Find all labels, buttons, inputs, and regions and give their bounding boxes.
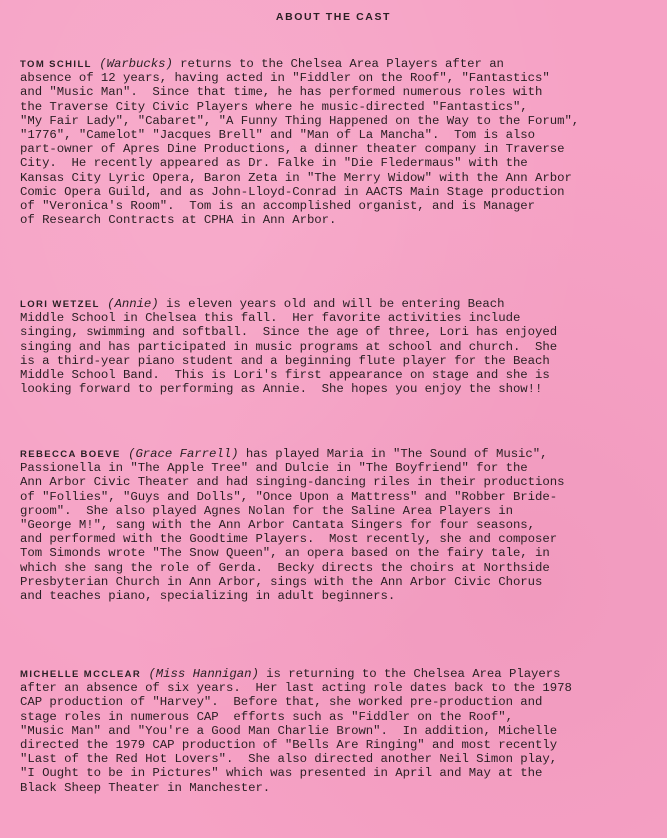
bio-line	[20, 667, 660, 681]
bio-line: Black Sheep Theater in Manchester.	[20, 780, 271, 795]
bio-line: of "Veronica's Room". Tom is an accomplished organist, and is Manager	[20, 198, 536, 213]
bio-line: "1776", "Camelot" "Jacques Brell" and "Man of La Mancha". Tom is also	[20, 127, 536, 142]
bio-line	[20, 447, 660, 461]
bio-line-text: returns to the Chelsea Area Players after an	[172, 57, 504, 71]
bio-line: of Research Contracts at CPHA in Ann Arbor.	[20, 213, 337, 228]
cast-member-name: MICHELLE MCCLEAR	[20, 669, 142, 680]
character-role: (Grace Farrell)	[128, 447, 239, 461]
bio-line-text: is eleven years old and will be entering Beach	[158, 297, 505, 311]
bio-line: Middle School Band. This is Lori's first appearance on stage and she is	[20, 367, 550, 382]
bio-line: absence of 12 years, having acted in "Fiddler on the Roof", "Fantastics"	[20, 71, 550, 86]
bio-line: and performed with the Goodtime Players. Most recently, she and composer	[20, 532, 558, 547]
bio-line: Comic Opera Guild, and as John-Lloyd-Conrad in AACTS Main Stage production	[20, 184, 565, 199]
bio-line: City. He recently appeared as Dr. Falke in "Die Fledermaus" with the	[20, 156, 528, 171]
bio-line: and "Music Man". Since that time, he has performed numerous roles with	[20, 85, 543, 100]
bio-line: Presbyterian Church in Ann Arbor, sings with the Ann Arbor Civic Chorus	[20, 574, 543, 589]
bio-line: "Last of the Red Hot Lovers". She also directed another Neil Simon play,	[20, 752, 558, 767]
bio-line: singing and has participated in music programs at school and church. She	[20, 339, 558, 354]
bio-line: Kansas City Lyric Opera, Baron Zeta in "The Merry Widow" with the Ann Arbor	[20, 170, 572, 185]
cast-bio-michelle-mcclear	[20, 667, 660, 795]
bio-line: "Music Man" and "You're a Good Man Charlie Brown". In addition, Michelle	[20, 723, 558, 738]
bio-line: "My Fair Lady", "Cabaret", "A Funny Thing Happened on the Way to the Forum",	[20, 113, 580, 128]
character-role: (Miss Hannigan)	[148, 667, 259, 681]
bio-line-text: is returning to the Chelsea Area Players	[258, 667, 561, 681]
bio-line: after an absence of six years. Her last acting role dates back to the 1978	[20, 681, 572, 696]
bio-line: directed the 1979 CAP production of "Bells Are Ringing" and most recently	[20, 737, 558, 752]
page-heading: ABOUT THE CAST	[275, 11, 392, 23]
cast-member-name: TOM SCHILL	[20, 59, 92, 70]
bio-line: singing, swimming and softball. Since the age of three, Lori has enjoyed	[20, 325, 558, 340]
bio-line: and teaches piano, specializing in adult beginners.	[20, 588, 396, 603]
bio-line: "George M!", sang with the Ann Arbor Cantata Singers for four seasons,	[20, 517, 536, 532]
bio-line: Ann Arbor Civic Theater and had singing-dancing riles in their productions	[20, 475, 565, 490]
bio-line	[20, 297, 660, 311]
bio-line	[20, 57, 660, 71]
bio-line: which she sang the role of Gerda. Becky directs the choirs at Northside	[20, 560, 550, 575]
cast-member-name: LORI WETZEL	[20, 299, 100, 310]
bio-line: CAP production of "Harvey". Before that, she worked pre-production and	[20, 695, 543, 710]
bio-line: stage roles in numerous CAP efforts such as "Fiddler on the Roof",	[20, 709, 513, 724]
bio-line: "I Ought to be in Pictures" which was presented in April and May at the	[20, 766, 543, 781]
bio-line: Middle School in Chelsea this fall. Her favorite activities include	[20, 311, 521, 326]
bio-line: the Traverse City Civic Players where he music-directed "Fantastics",	[20, 99, 528, 114]
character-role: (Annie)	[107, 297, 159, 311]
bio-line: Tom Simonds wrote "The Snow Queen", an opera based on the fairy tale, in	[20, 546, 550, 561]
cast-bio-rebecca-boeve	[20, 447, 660, 603]
cast-bio-tom-schill	[20, 57, 660, 227]
cast-bio-lori-wetzel	[20, 297, 660, 396]
cast-member-name: REBECCA BOEVE	[20, 449, 121, 460]
bio-line: of "Follies", "Guys and Dolls", "Once Upon a Mattress" and "Robber Bride-	[20, 489, 558, 504]
bio-line: Passionella in "The Apple Tree" and Dulcie in "The Boyfriend" for the	[20, 461, 528, 476]
bio-line-text: has played Maria in "The Sound of Music",	[238, 447, 548, 461]
bio-line: looking forward to performing as Annie. She hopes you enjoy the show!!	[20, 382, 543, 397]
bio-line: is a third-year piano student and a beginning flute player for the Beach	[20, 353, 550, 368]
bio-line: part-owner of Apres Dine Productions, a dinner theater company in Traverse	[20, 142, 565, 157]
bio-line: groom". She also played Agnes Nolan for the Saline Area Players in	[20, 503, 513, 518]
character-role: (Warbucks)	[99, 57, 173, 71]
